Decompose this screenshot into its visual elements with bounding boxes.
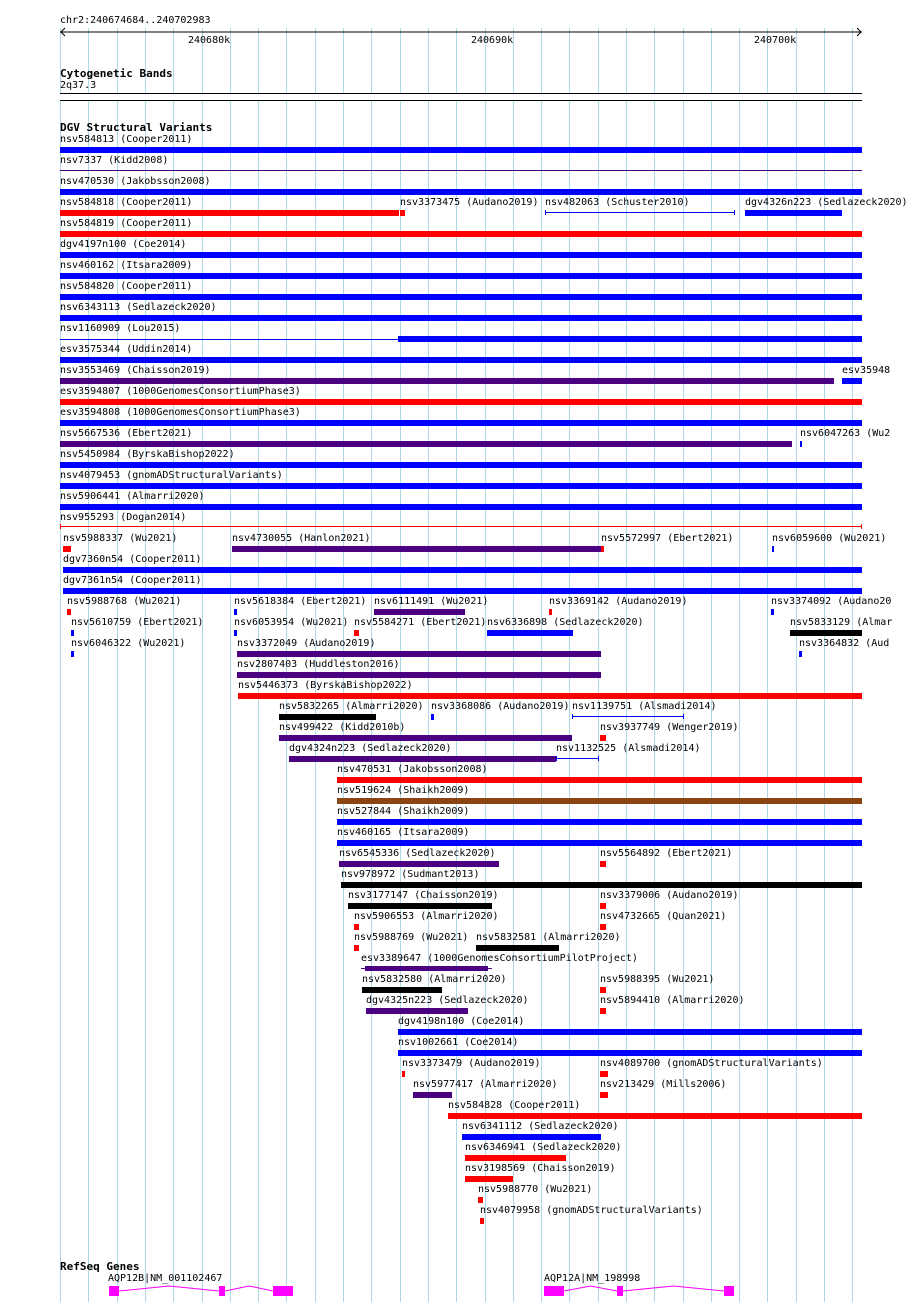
variant-label: dgv4326n223 (Sedlazeck2020) bbox=[745, 197, 908, 208]
variant-label: nsv5450984 (ByrskaBishop2022) bbox=[60, 449, 235, 460]
variant-feature[interactable] bbox=[63, 546, 71, 552]
variant-feature-end bbox=[683, 714, 684, 719]
variant-feature[interactable] bbox=[337, 819, 862, 825]
variant-feature[interactable] bbox=[60, 462, 862, 468]
variant-feature[interactable] bbox=[237, 651, 601, 657]
variant-feature[interactable] bbox=[465, 1176, 513, 1182]
variant-label: nsv6046322 (Wu2021) bbox=[71, 638, 186, 649]
variant-feature[interactable] bbox=[361, 968, 492, 969]
variant-label: nsv5977417 (Almarri2020) bbox=[413, 1079, 558, 1090]
variant-feature[interactable] bbox=[480, 1218, 484, 1224]
variant-feature[interactable] bbox=[600, 1071, 608, 1077]
variant-label: nsv6047263 (Wu2 bbox=[800, 428, 891, 439]
variant-label: esv35948 bbox=[842, 365, 891, 376]
variant-feature[interactable] bbox=[366, 1008, 468, 1014]
variant-feature[interactable] bbox=[237, 672, 601, 678]
variant-feature[interactable] bbox=[842, 378, 862, 384]
variant-feature[interactable] bbox=[60, 231, 862, 237]
variant-label: nsv584818 (Cooper2011) bbox=[60, 197, 193, 208]
gene-label: AQP12A|NM_198998 bbox=[544, 1273, 641, 1284]
variant-label: nsv5832581 (Almarri2020) bbox=[476, 932, 621, 943]
variant-label: nsv3372049 (Audano2019) bbox=[237, 638, 376, 649]
variant-feature[interactable] bbox=[465, 1155, 566, 1161]
gene-exon bbox=[724, 1286, 734, 1296]
variant-label: nsv6336898 (Sedlazeck2020) bbox=[487, 617, 644, 628]
variant-feature-end bbox=[861, 524, 862, 529]
variant-feature[interactable] bbox=[60, 147, 862, 153]
variant-feature[interactable] bbox=[545, 212, 735, 213]
location-label: chr2:240674684..240702983 bbox=[60, 15, 211, 26]
variant-label: nsv5667536 (Ebert2021) bbox=[60, 428, 193, 439]
variant-label: dgv4198n100 (Coe2014) bbox=[398, 1016, 525, 1027]
variant-label: nsv5446373 (ByrskaBishop2022) bbox=[238, 680, 413, 691]
variant-feature[interactable] bbox=[600, 861, 606, 867]
variant-label: nsv584813 (Cooper2011) bbox=[60, 134, 193, 145]
variant-label: nsv460162 (Itsara2009) bbox=[60, 260, 193, 271]
cytoband-track-title[interactable]: Cytogenetic Bands bbox=[60, 67, 173, 80]
variant-label: nsv5610759 (Ebert2021) bbox=[71, 617, 204, 628]
variant-feature[interactable] bbox=[60, 294, 862, 300]
variant-feature[interactable] bbox=[772, 546, 774, 552]
variant-feature[interactable] bbox=[600, 1008, 606, 1014]
variant-feature[interactable] bbox=[60, 315, 862, 321]
variant-feature[interactable] bbox=[341, 882, 862, 888]
variant-feature[interactable] bbox=[60, 378, 834, 384]
variant-label: nsv3937749 (Wenger2019) bbox=[600, 722, 739, 733]
variant-feature[interactable] bbox=[60, 399, 862, 405]
variant-feature[interactable] bbox=[289, 756, 556, 762]
variant-feature[interactable] bbox=[549, 609, 552, 615]
variant-label: nsv3364832 (Aud bbox=[799, 638, 890, 649]
dgv-track-title[interactable]: DGV Structural Variants bbox=[60, 121, 213, 134]
variant-feature-block bbox=[365, 966, 488, 971]
gene-model[interactable] bbox=[0, 1282, 890, 1302]
variant-feature[interactable] bbox=[374, 609, 465, 615]
variant-feature[interactable] bbox=[339, 861, 499, 867]
gene-label: AQP12B|NM_001102467 bbox=[108, 1273, 223, 1284]
variant-label: nsv3374092 (Audano20 bbox=[771, 596, 892, 607]
variant-label: nsv4079958 (gnomADStructuralVariants) bbox=[480, 1205, 703, 1216]
variant-feature[interactable] bbox=[234, 609, 237, 615]
variant-feature[interactable] bbox=[234, 630, 237, 636]
tick-label-1: 240680k bbox=[188, 35, 231, 46]
variant-label: dgv4325n223 (Sedlazeck2020) bbox=[366, 995, 529, 1006]
variant-label: nsv6111491 (Wu2021) bbox=[374, 596, 489, 607]
variant-feature[interactable] bbox=[232, 546, 601, 552]
tick-label-3: 240700k bbox=[754, 35, 797, 46]
variant-label: nsv4089700 (gnomADStructuralVariants) bbox=[600, 1058, 823, 1069]
variant-feature-end bbox=[734, 210, 735, 215]
variant-label: nsv6059600 (Wu2021) bbox=[772, 533, 887, 544]
variant-feature[interactable] bbox=[362, 987, 442, 993]
variant-feature[interactable] bbox=[431, 714, 434, 720]
variant-feature[interactable] bbox=[60, 357, 862, 363]
variant-label: nsv5988770 (Wu2021) bbox=[478, 1184, 593, 1195]
variant-feature[interactable] bbox=[745, 210, 842, 216]
variant-feature[interactable] bbox=[771, 609, 774, 615]
variant-label: nsv3368086 (Audano2019) bbox=[431, 701, 570, 712]
variant-label: nsv4730055 (Hanlon2021) bbox=[232, 533, 371, 544]
variant-feature[interactable] bbox=[60, 170, 862, 171]
variant-label: nsv5564892 (Ebert2021) bbox=[600, 848, 733, 859]
variant-label: nsv1002661 (Coe2014) bbox=[398, 1037, 519, 1048]
refseq-track-title[interactable]: RefSeq Genes bbox=[60, 1260, 140, 1273]
variant-feature[interactable] bbox=[60, 483, 862, 489]
variant-label: nsv3379006 (Audano2019) bbox=[600, 890, 739, 901]
variant-feature[interactable] bbox=[60, 273, 862, 279]
variant-feature[interactable] bbox=[60, 189, 862, 195]
variant-label: nsv584828 (Cooper2011) bbox=[448, 1100, 581, 1111]
variant-feature[interactable] bbox=[800, 441, 802, 447]
variant-label: nsv5618384 (Ebert2021) bbox=[234, 596, 367, 607]
gene-exon bbox=[544, 1286, 564, 1296]
variant-feature[interactable] bbox=[601, 546, 604, 552]
variant-label: nsv3373479 (Audano2019) bbox=[402, 1058, 541, 1069]
variant-label: nsv5988337 (Wu2021) bbox=[63, 533, 178, 544]
variant-label: nsv213429 (Mills2006) bbox=[600, 1079, 727, 1090]
variant-feature[interactable] bbox=[600, 1092, 608, 1098]
variant-label: nsv4732665 (Quan2021) bbox=[600, 911, 727, 922]
variant-feature[interactable] bbox=[462, 1134, 601, 1140]
variant-feature[interactable] bbox=[400, 210, 405, 216]
variant-feature[interactable] bbox=[600, 987, 606, 993]
variant-feature[interactable] bbox=[279, 735, 572, 741]
variant-label: nsv2807403 (Huddleston2016) bbox=[237, 659, 400, 670]
variant-feature-end bbox=[545, 210, 546, 215]
tick-label-2: 240690k bbox=[471, 35, 514, 46]
variant-feature[interactable] bbox=[556, 758, 599, 759]
gene-exon bbox=[617, 1286, 623, 1296]
variant-label: nsv5832265 (Almarri2020) bbox=[279, 701, 424, 712]
variant-label: nsv5833129 (Almar bbox=[790, 617, 893, 628]
variant-feature[interactable] bbox=[478, 1197, 483, 1203]
variant-label: nsv519624 (Shaikh2009) bbox=[337, 785, 470, 796]
variant-label: esv3389647 (1000GenomesConsortiumPilotProject) bbox=[361, 953, 638, 964]
variant-label: nsv3373475 (Audano2019) bbox=[400, 197, 539, 208]
variant-feature[interactable] bbox=[572, 716, 684, 717]
variant-feature[interactable] bbox=[799, 651, 802, 657]
variant-label: nsv4079453 (gnomADStructuralVariants) bbox=[60, 470, 283, 481]
variant-label: nsv6346941 (Sedlazeck2020) bbox=[465, 1142, 622, 1153]
variant-feature[interactable] bbox=[60, 252, 862, 258]
variant-feature[interactable] bbox=[402, 1071, 405, 1077]
variant-label: esv3575344 (Uddin2014) bbox=[60, 344, 193, 355]
variant-feature[interactable] bbox=[337, 798, 862, 804]
variant-label: nsv5584271 (Ebert2021) bbox=[354, 617, 487, 628]
variant-feature[interactable] bbox=[600, 735, 606, 741]
variant-feature[interactable] bbox=[60, 441, 792, 447]
variant-label: nsv3198569 (Chaisson2019) bbox=[465, 1163, 616, 1174]
variant-feature-end bbox=[556, 756, 557, 761]
variant-feature-end bbox=[60, 524, 61, 529]
variant-label: nsv7337 (Kidd2008) bbox=[60, 155, 169, 166]
variant-label: nsv955293 (Dogan2014) bbox=[60, 512, 187, 523]
variant-label: nsv1160909 (Lou2015) bbox=[60, 323, 181, 334]
variant-label: dgv7361n54 (Cooper2011) bbox=[63, 575, 202, 586]
variant-label: nsv3177147 (Chaisson2019) bbox=[348, 890, 499, 901]
variant-label: nsv5988768 (Wu2021) bbox=[67, 596, 182, 607]
variant-feature[interactable] bbox=[790, 630, 862, 636]
variant-feature[interactable] bbox=[354, 630, 359, 636]
variant-feature[interactable] bbox=[60, 339, 398, 340]
variant-feature[interactable] bbox=[487, 630, 573, 636]
variant-label: nsv460165 (Itsara2009) bbox=[337, 827, 470, 838]
variant-label: dgv4324n223 (Sedlazeck2020) bbox=[289, 743, 452, 754]
gene-intron bbox=[623, 1286, 724, 1291]
variant-feature[interactable] bbox=[398, 1029, 862, 1035]
gene-intron bbox=[564, 1286, 617, 1291]
variant-feature-end bbox=[572, 714, 573, 719]
variant-feature[interactable] bbox=[476, 945, 559, 951]
variant-label: nsv978972 (Sudmant2013) bbox=[341, 869, 480, 880]
variant-feature[interactable] bbox=[600, 924, 606, 930]
variant-feature[interactable] bbox=[354, 924, 359, 930]
variant-label: nsv1132525 (Alsmadi2014) bbox=[556, 743, 701, 754]
variant-feature[interactable] bbox=[600, 903, 606, 909]
variant-label: nsv5894410 (Almarri2020) bbox=[600, 995, 745, 1006]
variant-label: esv3594808 (1000GenomesConsortiumPhase3) bbox=[60, 407, 301, 418]
variant-label: esv3594807 (1000GenomesConsortiumPhase3) bbox=[60, 386, 301, 397]
variant-label: nsv499422 (Kidd2010b) bbox=[279, 722, 406, 733]
variant-label: nsv6545336 (Sedlazeck2020) bbox=[339, 848, 496, 859]
variant-label: nsv6053954 (Wu2021) bbox=[234, 617, 349, 628]
variant-feature[interactable] bbox=[63, 588, 862, 594]
variant-feature[interactable] bbox=[398, 336, 862, 342]
variant-feature[interactable] bbox=[71, 630, 74, 636]
variant-feature-end bbox=[598, 756, 599, 761]
variant-label: nsv5572997 (Ebert2021) bbox=[601, 533, 734, 544]
variant-feature[interactable] bbox=[60, 210, 399, 216]
variant-feature[interactable] bbox=[413, 1092, 452, 1098]
variant-feature[interactable] bbox=[63, 567, 862, 573]
variant-feature[interactable] bbox=[354, 945, 359, 951]
variant-feature[interactable] bbox=[60, 526, 862, 527]
variant-feature[interactable] bbox=[60, 420, 862, 426]
variant-feature[interactable] bbox=[71, 651, 74, 657]
variant-label: nsv3369142 (Audano2019) bbox=[549, 596, 688, 607]
variant-feature[interactable] bbox=[348, 903, 492, 909]
variant-label: nsv6343113 (Sedlazeck2020) bbox=[60, 302, 217, 313]
variant-feature[interactable] bbox=[60, 504, 862, 510]
variant-label: nsv482063 (Schuster2010) bbox=[545, 197, 690, 208]
variant-label: nsv5988769 (Wu2021) bbox=[354, 932, 469, 943]
variant-label: nsv3553469 (Chaisson2019) bbox=[60, 365, 211, 376]
variant-label: dgv4197n100 (Coe2014) bbox=[60, 239, 187, 250]
variant-label: nsv1139751 (Alsmadi2014) bbox=[572, 701, 717, 712]
variant-label: nsv5832580 (Almarri2020) bbox=[362, 974, 507, 985]
variant-label: nsv527844 (Shaikh2009) bbox=[337, 806, 470, 817]
variant-feature[interactable] bbox=[398, 1050, 862, 1056]
variant-label: nsv5906441 (Almarri2020) bbox=[60, 491, 205, 502]
variant-feature[interactable] bbox=[238, 693, 862, 699]
cytoband-label: 2q37.3 bbox=[60, 80, 97, 91]
variant-feature[interactable] bbox=[337, 777, 862, 783]
variant-label: nsv584820 (Cooper2011) bbox=[60, 281, 193, 292]
variant-feature[interactable] bbox=[337, 840, 862, 846]
variant-label: dgv7360n54 (Cooper2011) bbox=[63, 554, 202, 565]
variant-label: nsv470531 (Jakobsson2008) bbox=[337, 764, 488, 775]
variant-label: nsv470530 (Jakobsson2008) bbox=[60, 176, 211, 187]
variant-feature[interactable] bbox=[279, 714, 376, 720]
variant-label: nsv5988395 (Wu2021) bbox=[600, 974, 715, 985]
variant-label: nsv6341112 (Sedlazeck2020) bbox=[462, 1121, 619, 1132]
variant-feature[interactable] bbox=[448, 1113, 862, 1119]
variant-label: nsv584819 (Cooper2011) bbox=[60, 218, 193, 229]
variant-label: nsv5906553 (Almarri2020) bbox=[354, 911, 499, 922]
variant-feature[interactable] bbox=[67, 609, 71, 615]
